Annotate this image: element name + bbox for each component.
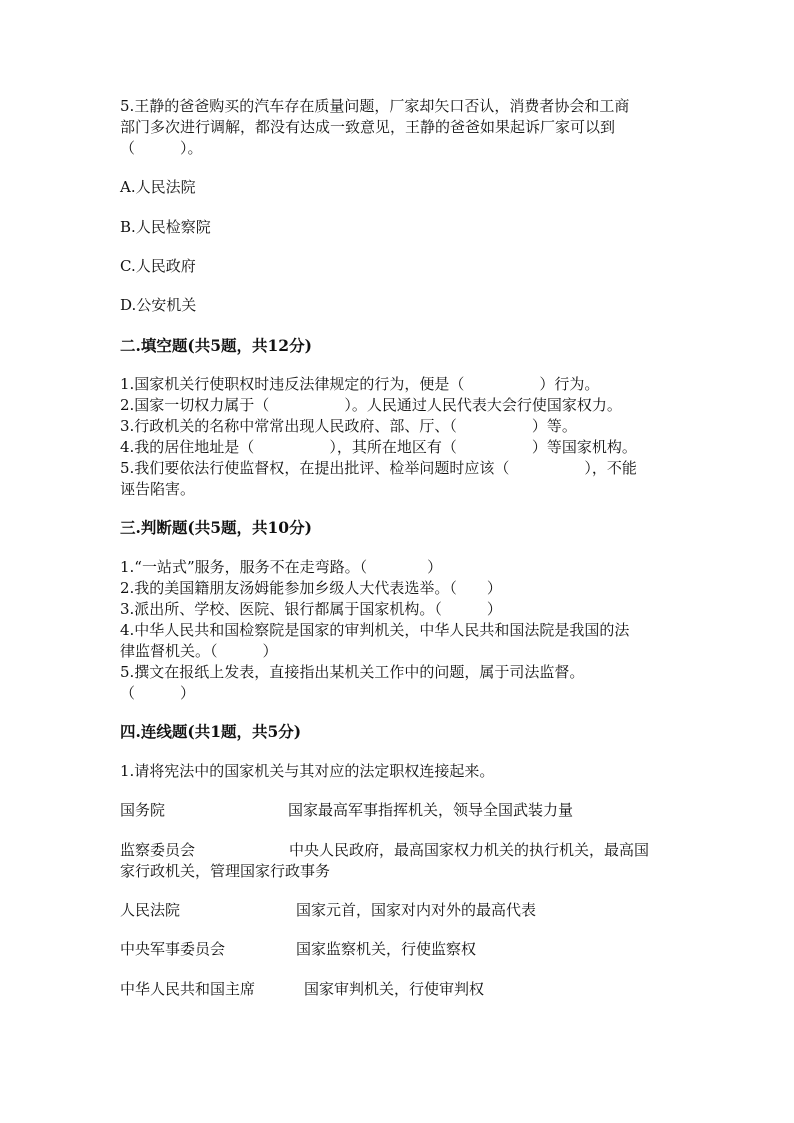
- q5-option-d: D.公安机关: [120, 296, 197, 314]
- judge-item-5: 5.撰文在报纸上发表，直接指出某机关工作中的问题，属于司法监督。: [120, 663, 585, 681]
- fill-section-heading: 二.填空题(共5题，共12分): [120, 336, 312, 355]
- match-right-1: 国家最高军事指挥机关，领导全国武装力量: [288, 801, 574, 819]
- match-question: 1.请将宪法中的国家机关与其对应的法定职权连接起来。: [120, 762, 495, 780]
- q5-text-line-3: （ ）。: [120, 139, 203, 157]
- fill-item-2: 2.国家一切权力属于（ ）。人民通过人民代表大会行使国家权力。: [120, 396, 622, 414]
- match-left-5: 中华人民共和国主席: [120, 980, 256, 998]
- match-left-4: 中央军事委员会: [120, 940, 226, 958]
- q5-option-b: B.人民检察院: [120, 218, 211, 236]
- fill-item-1: 1.国家机关行使职权时违反法律规定的行为，便是（ ）行为。: [120, 375, 600, 393]
- fill-item-5: 5.我们要依法行使监督权，在提出批评、检举问题时应该（ ），不能: [120, 459, 637, 477]
- match-section-heading: 四.连线题(共1题，共5分): [120, 722, 302, 741]
- match-left-1: 国务院: [120, 801, 166, 819]
- fill-item-4: 4.我的居住地址是（ ），其所在地区有（ ）等国家机构。: [120, 438, 637, 456]
- match-right-2-wrap: 家行政机关，管理国家行政事务: [120, 862, 331, 880]
- judge-item-3: 3.派出所、学校、医院、银行都属于国家机构。（ ）: [120, 600, 502, 618]
- fill-item-5-wrap: 诬告陷害。: [120, 480, 196, 498]
- judge-item-2: 2.我的美国籍朋友汤姆能参加乡级人大代表选举。（ ）: [120, 579, 502, 597]
- q5-option-c: C.人民政府: [120, 257, 196, 275]
- match-right-4: 国家监察机关，行使监察权: [296, 940, 477, 958]
- match-left-3: 人民法院: [120, 901, 181, 919]
- q5-option-a: A.人民法院: [120, 178, 196, 196]
- judge-item-5-wrap: （ ）: [120, 684, 196, 702]
- match-right-2: 中央人民政府，最高国家权力机关的执行机关，最高国: [289, 841, 650, 859]
- match-left-2: 监察委员会: [120, 841, 196, 859]
- judge-item-4: 4.中华人民共和国检察院是国家的审判机关，中华人民共和国法院是我国的法: [120, 621, 630, 639]
- match-right-3: 国家元首，国家对内对外的最高代表: [296, 901, 537, 919]
- judge-item-4-wrap: 律监督机关。（ ）: [120, 642, 278, 660]
- fill-item-3: 3.行政机关的名称中常常出现人民政府、部、厅、（ ）等。: [120, 417, 577, 435]
- q5-text-line-1: 5.王静的爸爸购买的汽车存在质量问题，厂家却矢口否认，消费者协会和工商: [120, 97, 630, 115]
- match-right-5: 国家审判机关，行使审判权: [304, 980, 485, 998]
- q5-text-line-2: 部门多次进行调解，都没有达成一致意见，王静的爸爸如果起诉厂家可以到: [120, 118, 616, 136]
- judge-item-1: 1.“一站式”服务，服务不在走弯路。（ ）: [120, 558, 443, 576]
- judge-section-heading: 三.判断题(共5题，共10分): [120, 518, 312, 537]
